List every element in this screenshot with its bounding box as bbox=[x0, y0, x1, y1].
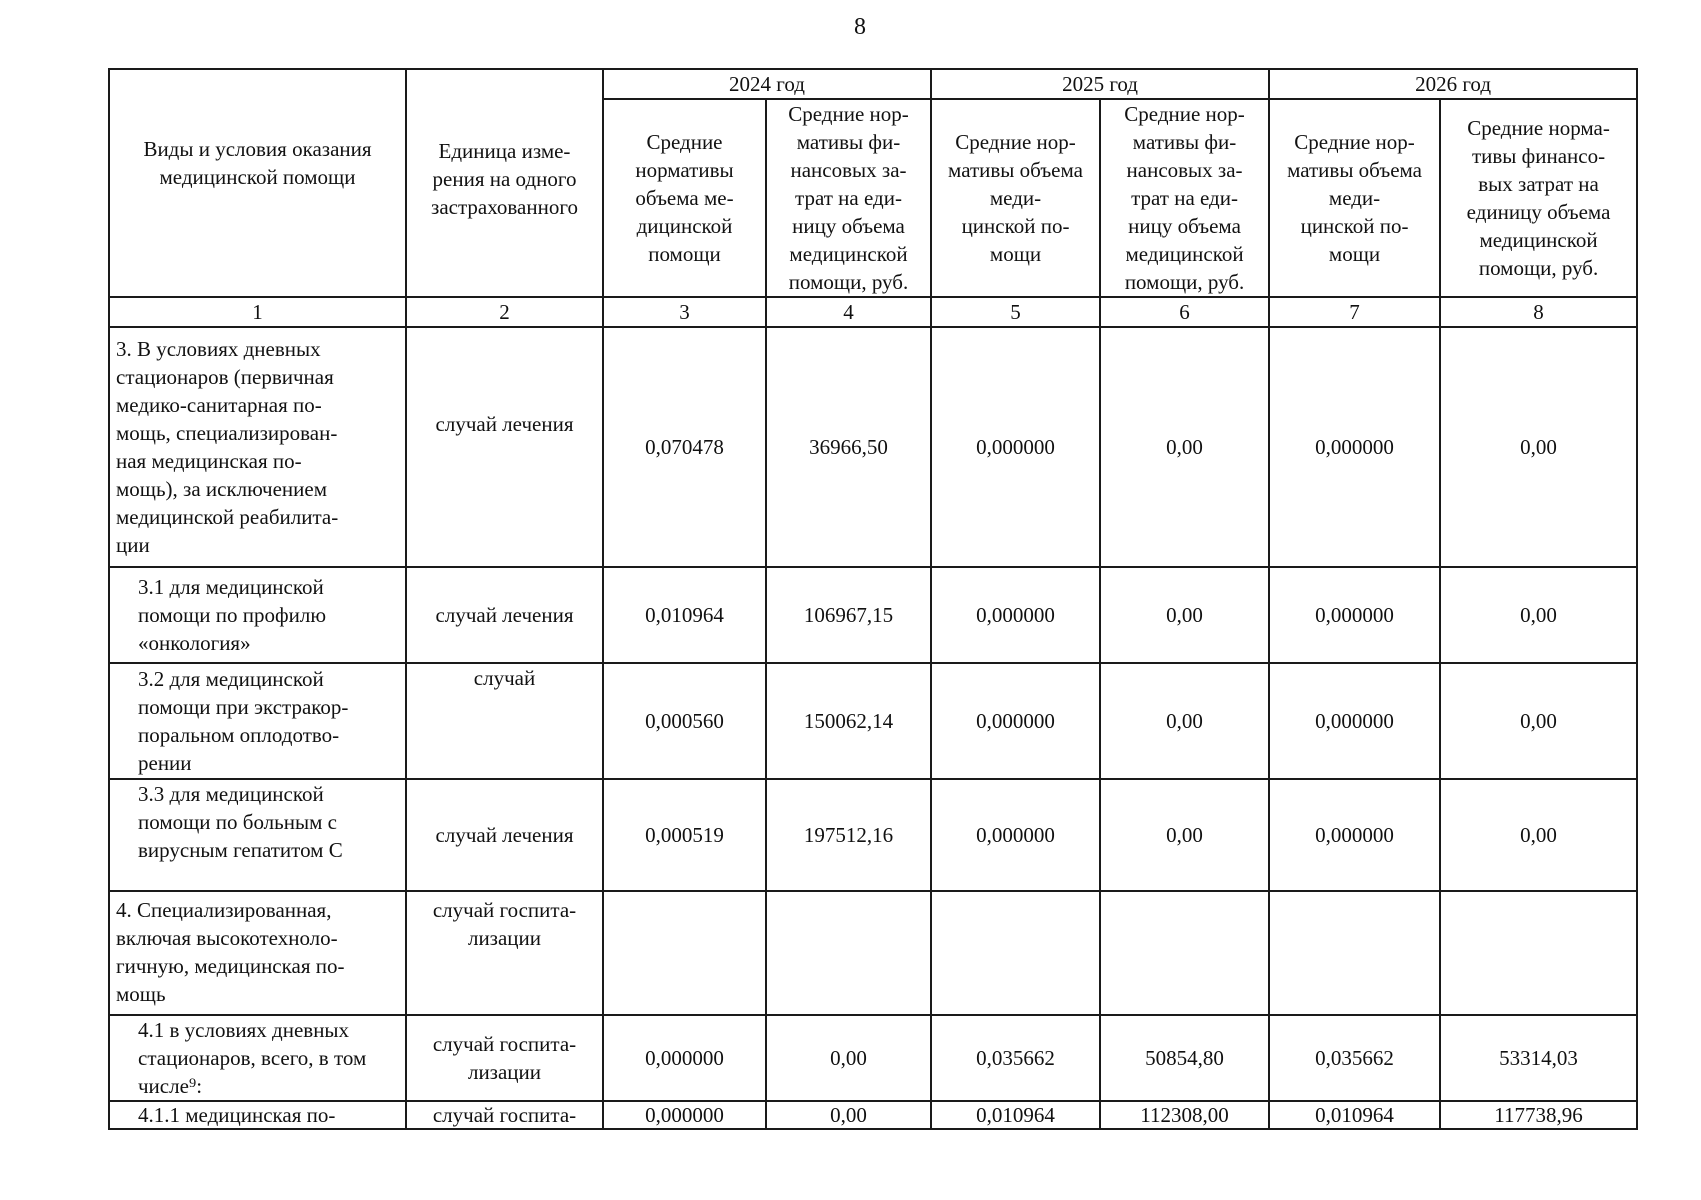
row-value bbox=[1269, 891, 1440, 1015]
row-value: 0,010964 bbox=[931, 1101, 1100, 1129]
row-value: 0,010964 bbox=[603, 567, 766, 663]
column-number: 8 bbox=[1440, 297, 1637, 327]
column-number: 2 bbox=[406, 297, 603, 327]
row-label: 3. В условиях дневных стационаров (первичная медико-санитарная по- мощь, специализирован- ная медицинская по- мощь), за исключением медицинской реабилита- ции bbox=[109, 327, 406, 567]
row-value: 150062,14 bbox=[766, 663, 931, 779]
header-year-2024: 2024 год bbox=[603, 69, 931, 99]
row-label: 3.1 для медицинской помощи по профилю «онкология» bbox=[109, 567, 406, 663]
row-value: 0,035662 bbox=[931, 1015, 1100, 1101]
row-value: 0,00 bbox=[766, 1101, 931, 1129]
row-value: 117738,96 bbox=[1440, 1101, 1637, 1129]
row-value: 106967,15 bbox=[766, 567, 931, 663]
row-value: 0,070478 bbox=[603, 327, 766, 567]
table-row bbox=[109, 567, 1637, 663]
table-row bbox=[109, 779, 1637, 891]
table-row bbox=[109, 663, 1637, 779]
row-value: 0,000000 bbox=[931, 779, 1100, 891]
row-unit: случай лечения bbox=[406, 567, 603, 663]
row-label: 4.1 в условиях дневных стационаров, всего, в том числе⁹: bbox=[109, 1015, 406, 1101]
row-value: 0,00 bbox=[766, 1015, 931, 1101]
row-label: 3.2 для медицинской помощи при экстракор- поральном оплодотво- рении bbox=[109, 663, 406, 779]
column-number: 4 bbox=[766, 297, 931, 327]
row-value: 0,000000 bbox=[603, 1015, 766, 1101]
header-year-row bbox=[109, 69, 1637, 99]
row-unit: случай лечения bbox=[406, 779, 603, 891]
row-value: 0,00 bbox=[1100, 567, 1269, 663]
column-number: 6 bbox=[1100, 297, 1269, 327]
table-row bbox=[109, 891, 1637, 1015]
row-value: 0,00 bbox=[1440, 663, 1637, 779]
header-care-types: Виды и условия оказания медицинской помощи bbox=[109, 69, 406, 297]
header-volume-2026: Средние нор- мативы объема меди- цинской по- мощи bbox=[1269, 99, 1440, 297]
medical-care-norms-table bbox=[108, 68, 1638, 1130]
column-number-row bbox=[109, 297, 1637, 327]
row-value: 50854,80 bbox=[1100, 1015, 1269, 1101]
row-value bbox=[1440, 891, 1637, 1015]
row-value: 36966,50 bbox=[766, 327, 931, 567]
header-cost-2026: Средние норма- тивы финансо- вых затрат на единицу объема медицинской помощи, руб. bbox=[1440, 99, 1637, 297]
row-value: 0,010964 bbox=[1269, 1101, 1440, 1129]
page-number: 8 bbox=[854, 14, 866, 40]
table-row bbox=[109, 1101, 1637, 1129]
row-unit: случай лечения bbox=[406, 327, 603, 567]
header-volume-2024: Средние нормативы объема ме- дицинской помощи bbox=[603, 99, 766, 297]
row-unit: случай госпита- bbox=[406, 1101, 603, 1129]
row-value: 0,000000 bbox=[603, 1101, 766, 1129]
row-value bbox=[603, 891, 766, 1015]
row-value: 0,000560 bbox=[603, 663, 766, 779]
row-value: 0,00 bbox=[1100, 663, 1269, 779]
row-label: 3.3 для медицинской помощи по больным с вирусным гепатитом С bbox=[109, 779, 406, 891]
row-value: 0,035662 bbox=[1269, 1015, 1440, 1101]
row-value: 0,00 bbox=[1100, 779, 1269, 891]
row-unit: случай bbox=[406, 663, 603, 779]
row-value: 53314,03 bbox=[1440, 1015, 1637, 1101]
row-value bbox=[931, 891, 1100, 1015]
column-number: 5 bbox=[931, 297, 1100, 327]
header-year-2025: 2025 год bbox=[931, 69, 1269, 99]
row-value: 0,00 bbox=[1440, 567, 1637, 663]
row-value bbox=[1100, 891, 1269, 1015]
row-unit: случай госпита- лизации bbox=[406, 1015, 603, 1101]
row-value: 0,000000 bbox=[931, 567, 1100, 663]
row-label: 4. Специализированная, включая высокотехноло- гичную, медицинская по- мощь bbox=[109, 891, 406, 1015]
header-cost-2024: Средние нор- мативы фи- нансовых за- трат на еди- ницу объема медицинской помощи, руб. bbox=[766, 99, 931, 297]
row-value: 0,00 bbox=[1440, 327, 1637, 567]
row-value: 197512,16 bbox=[766, 779, 931, 891]
row-value: 0,00 bbox=[1440, 779, 1637, 891]
header-unit: Единица изме- рения на одного застрахованного bbox=[406, 69, 603, 297]
row-value: 0,000000 bbox=[1269, 663, 1440, 779]
header-volume-2025: Средние нор- мативы объема меди- цинской по- мощи bbox=[931, 99, 1100, 297]
row-unit: случай госпита- лизации bbox=[406, 891, 603, 1015]
row-label: 4.1.1 медицинская по- bbox=[109, 1101, 406, 1129]
column-number: 1 bbox=[109, 297, 406, 327]
row-value: 0,000519 bbox=[603, 779, 766, 891]
row-value: 0,00 bbox=[1100, 327, 1269, 567]
row-value: 0,000000 bbox=[1269, 567, 1440, 663]
row-value: 112308,00 bbox=[1100, 1101, 1269, 1129]
column-number: 7 bbox=[1269, 297, 1440, 327]
table-row bbox=[109, 1015, 1637, 1101]
table-row bbox=[109, 327, 1637, 567]
row-value: 0,000000 bbox=[1269, 779, 1440, 891]
row-value: 0,000000 bbox=[1269, 327, 1440, 567]
row-value bbox=[766, 891, 931, 1015]
column-number: 3 bbox=[603, 297, 766, 327]
header-cost-2025: Средние нор- мативы фи- нансовых за- трат на еди- ницу объема медицинской помощи, руб. bbox=[1100, 99, 1269, 297]
row-value: 0,000000 bbox=[931, 327, 1100, 567]
row-value: 0,000000 bbox=[931, 663, 1100, 779]
header-year-2026: 2026 год bbox=[1269, 69, 1637, 99]
